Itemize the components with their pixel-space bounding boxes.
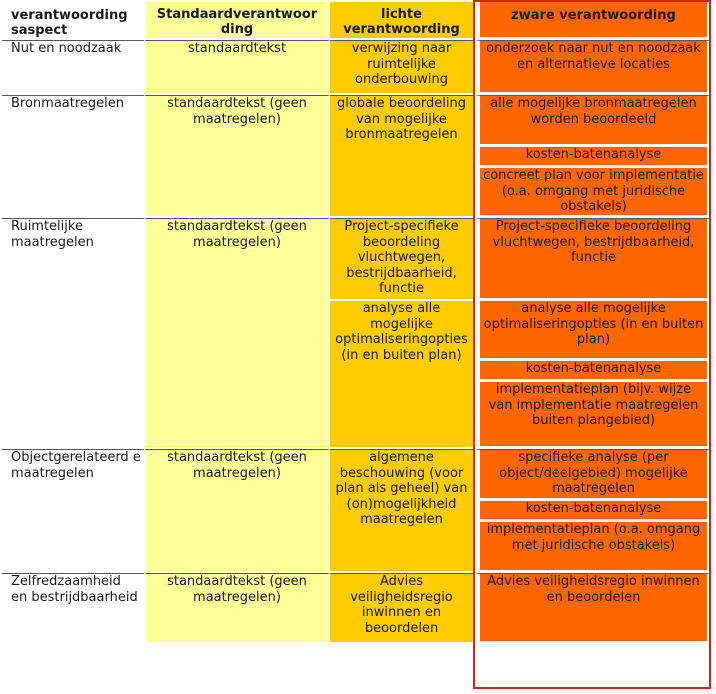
zwaar-cell: implementatieplan (o.a. omgang met juridische obstakels) bbox=[475, 522, 712, 573]
table-row bbox=[2, 573, 712, 644]
standaard-cell: standaardtekst (geen maatregelen) bbox=[144, 218, 330, 449]
header-licht: lichte verantwoording bbox=[330, 2, 475, 40]
licht-cell: analyse alle mogelijke optimaliseringopties (in en buiten plan) bbox=[330, 301, 475, 449]
licht-cell: Advies veiligheidsregio inwinnen en beoordelen bbox=[330, 573, 475, 644]
licht-cell: verwijzing naar ruimtelijke onderbouwing bbox=[330, 40, 475, 95]
table-row bbox=[2, 95, 712, 147]
aspect-cell: Ruimtelijke maatregelen bbox=[2, 218, 144, 449]
zwaar-cell: concreet plan voor implementatie (o.a. omgang met juridische obstakels) bbox=[475, 168, 712, 218]
licht-cell: Project-specifieke beoordeling vluchtwegen, bestrijdbaarheid, functie bbox=[330, 218, 475, 301]
header-row bbox=[2, 2, 712, 40]
header-aspect: verantwoording saspect bbox=[2, 2, 144, 40]
aspect-cell: Bronmaatregelen bbox=[2, 95, 144, 218]
table-row bbox=[2, 218, 712, 301]
table-row bbox=[2, 449, 712, 501]
standaard-cell: standaardtekst bbox=[144, 40, 330, 95]
zwaar-cell: alle mogelijke bronmaatregelen worden beoordeeld bbox=[475, 95, 712, 147]
aspect-cell: Objectgerelateerd e maatregelen bbox=[2, 449, 144, 573]
standaard-cell: standaardtekst (geen maatregelen) bbox=[144, 449, 330, 573]
licht-cell: globale beoordeling van mogelijke bronmaatregelen bbox=[330, 95, 475, 218]
header-standaard: Standaardverantwoor ding bbox=[144, 2, 330, 40]
zwaar-cell: implementatieplan (bijv. wijze van implementatie maatregelen buiten plangebied) bbox=[475, 382, 712, 449]
table-row bbox=[2, 40, 712, 95]
zwaar-cell: kosten-batenanalyse bbox=[475, 147, 712, 168]
zwaar-cell: analyse alle mogelijke optimaliseringopties (in en buiten plan) bbox=[475, 301, 712, 361]
licht-cell: algemene beschouwing (voor plan als geheel) van (on)mogelijkheid maatregelen bbox=[330, 449, 475, 573]
zwaar-cell: kosten-batenanalyse bbox=[475, 361, 712, 382]
zwaar-cell: kosten-batenanalyse bbox=[475, 501, 712, 522]
aspect-cell: Nut en noodzaak bbox=[2, 40, 144, 95]
standaard-cell: standaardtekst (geen maatregelen) bbox=[144, 573, 330, 644]
zwaar-cell: specifieke analyse (per object/deelgebied) mogelijke maatregelen bbox=[475, 449, 712, 501]
zwaar-cell: onderzoek naar nut en noodzaak en alternatieve locaties bbox=[475, 40, 712, 95]
verantwoording-table bbox=[2, 2, 712, 644]
zwaar-cell: Advies veiligheidsregio inwinnen en beoordelen bbox=[475, 573, 712, 644]
header-zwaar: zware verantwoording bbox=[475, 2, 712, 40]
zwaar-cell: Project-specifieke beoordeling vluchtwegen, bestrijdbaarheid, functie bbox=[475, 218, 712, 301]
aspect-cell: Zelfredzaamheid en bestrijdbaarheid bbox=[2, 573, 144, 644]
standaard-cell: standaardtekst (geen maatregelen) bbox=[144, 95, 330, 218]
